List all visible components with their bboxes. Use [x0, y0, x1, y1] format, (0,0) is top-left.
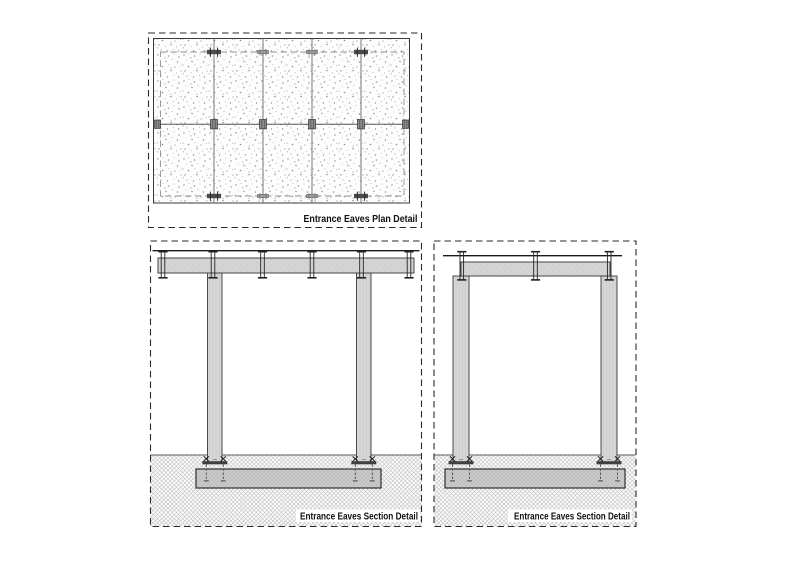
eaves-beam: [158, 258, 414, 273]
section-detail-right: [434, 241, 636, 527]
section-left-title: Entrance Eaves Section Detail: [300, 511, 419, 523]
section-right-title: Entrance Eaves Section Detail: [514, 511, 631, 523]
section-detail-left: [151, 241, 422, 527]
plan-connection-plate: [309, 120, 316, 129]
steel-column: [208, 273, 223, 462]
plan-connection-plate: [211, 120, 218, 129]
steel-column: [357, 273, 372, 462]
eaves-beam: [461, 262, 610, 276]
plan-connection-plate: [155, 120, 161, 128]
foundation-beam-right: [445, 469, 625, 488]
plan-connection-plate: [358, 120, 365, 129]
plan-roof-slab: [154, 39, 410, 204]
steel-column: [453, 276, 469, 462]
plan-detail-title: Entrance Eaves Plan Detail: [303, 213, 418, 225]
plan-connection-plate: [403, 120, 409, 128]
plan-connection-plate: [260, 120, 267, 129]
steel-column: [601, 276, 617, 462]
plan-detail: [149, 33, 422, 228]
